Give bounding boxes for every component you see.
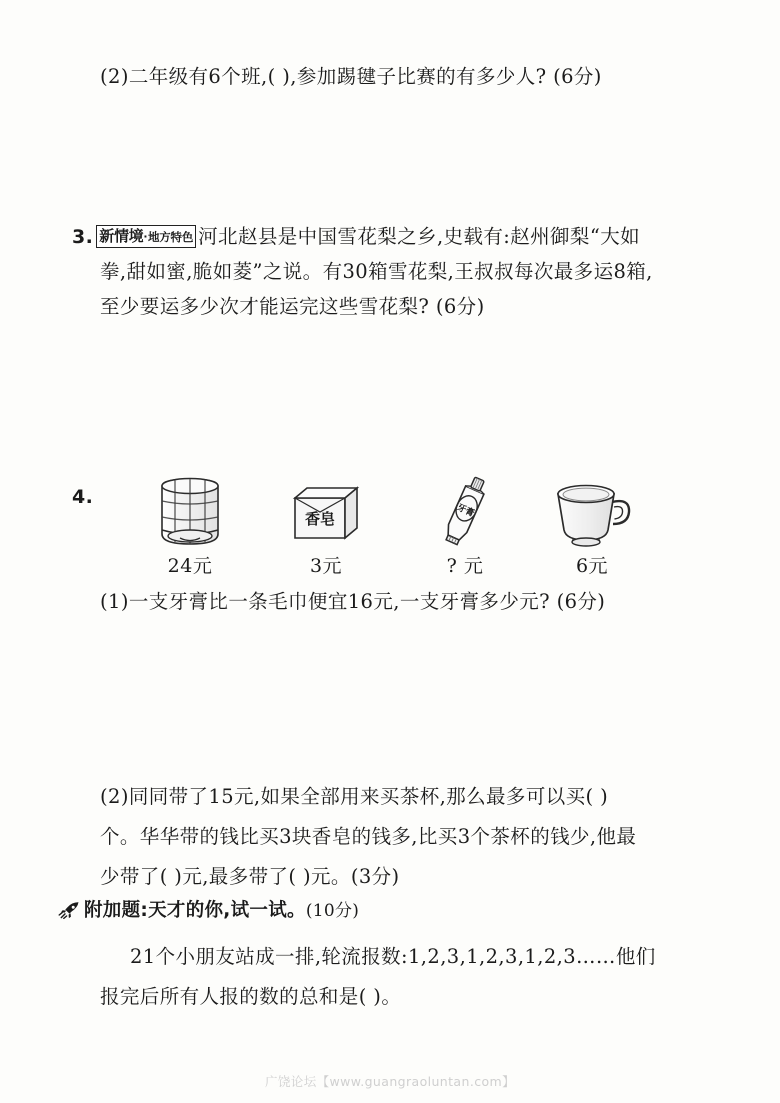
- towel-art: [130, 474, 250, 550]
- watermark: 广饶论坛【www.guangraoluntan.com】: [265, 1074, 515, 1089]
- problem3-text-line-1: 河北赵县是中国雪花梨之乡,史载有:赵州御梨“大如: [198, 225, 640, 248]
- badge-sub-text: 地方特色: [147, 230, 194, 244]
- problem4-sub2-line-3: 少带了( )元,最多带了( )元。(3分): [100, 865, 400, 888]
- problem4-number: 4.: [72, 486, 94, 508]
- problem3-text-line-3: 至少要运多少次才能运完这些雪花梨? (6分): [100, 295, 485, 318]
- teacup-art: [532, 474, 652, 550]
- item-soap: [266, 474, 386, 578]
- item-toothpaste: [405, 474, 525, 578]
- item-teacup: [532, 474, 652, 578]
- toothpaste-tube-icon: [427, 474, 503, 550]
- bonus-heading: [58, 897, 359, 928]
- problem3-badge: [96, 225, 196, 248]
- badge-separator: ·: [143, 230, 148, 243]
- badge-main-text: 新情境: [99, 227, 144, 245]
- teacup-price: 6元: [575, 555, 609, 577]
- rolled-towel-icon: [142, 474, 238, 550]
- teacup-icon: [542, 474, 642, 550]
- soap-box-icon: [283, 474, 369, 550]
- problem3-first-line: [72, 222, 640, 252]
- toothpaste-price: ? 元: [446, 555, 484, 577]
- towel-price: 24元: [167, 555, 213, 577]
- toothpaste-label-text: 牙膏: [455, 502, 476, 520]
- problem4-sub1-line-1: (1)一支牙膏比一条毛巾便宜16元,一支牙膏多少元? (6分): [100, 590, 606, 613]
- problem2-line-1: (2)二年级有6个班,( ),参加踢毽子比赛的有多少人? (6分): [100, 65, 602, 88]
- item-towel: [130, 474, 250, 578]
- problem4-item-row: [70, 474, 710, 584]
- bonus-line-2: 报完后所有人报的数的总和是( )。: [100, 985, 402, 1008]
- bonus-line-1: 21个小朋友站成一排,轮流报数:1,2,3,1,2,3,1,2,3……他们: [130, 945, 656, 968]
- problem4-sub2-line-1: (2)同同带了15元,如果全部用来买茶杯,那么最多可以买( ): [100, 785, 609, 808]
- toothpaste-art: [405, 474, 525, 550]
- problem4-sub2-line-2: 个。华华带的钱比买3块香皂的钱多,比买3个茶杯的钱少,他最: [100, 825, 637, 848]
- rocket-icon: [58, 900, 80, 928]
- problem3-text-line-2: 拳,甜如蜜,脆如菱”之说。有30箱雪花梨,王叔叔每次最多运8箱,: [100, 260, 653, 283]
- problem3-number: 3.: [72, 226, 94, 248]
- bonus-points: (10分): [305, 901, 360, 921]
- soap-price: 3元: [309, 555, 343, 577]
- soap-art: [266, 474, 386, 550]
- bonus-title: 附加题:天才的你,试一试。: [84, 900, 306, 921]
- soap-label-text: 香皂: [304, 510, 336, 528]
